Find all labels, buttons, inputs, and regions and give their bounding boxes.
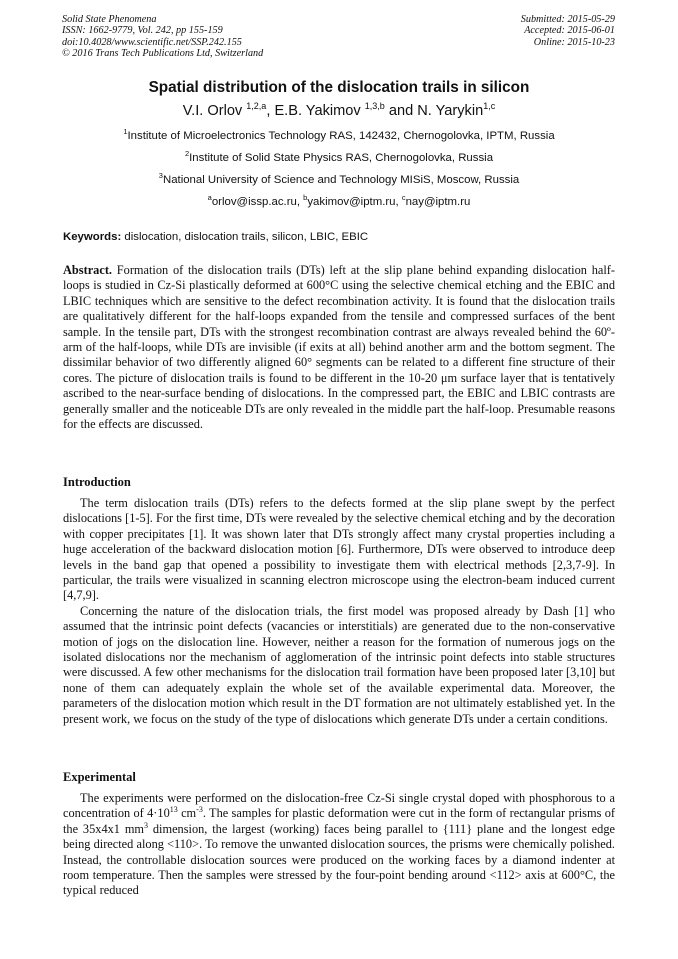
affiliation: [0, 171, 678, 186]
email-mark: b: [303, 193, 308, 202]
affiliation-mark: 3: [158, 171, 163, 180]
experimental-body: [63, 791, 615, 899]
author-separator: ,: [266, 103, 275, 119]
submitted-date: Submitted: 2015-05-29: [520, 14, 615, 25]
affiliation-mark: 2: [184, 149, 190, 158]
keywords: [63, 231, 615, 243]
affiliation-text: National University of Science and Technology MISiS, Moscow, Russia: [162, 174, 520, 186]
email-list: [0, 193, 678, 208]
exponent: -3: [196, 805, 203, 815]
online-date: Online: 2015-10-23: [533, 36, 615, 48]
text-run: dimension, the largest (working) faces being parallel to {111} plane and the longest edge being directed along <110>. To remove the unwanted dislocation sources, the prisms were chemically polished. Instead, the controllable dislocation sources were produced on the working faces by a diamond indenter at room temperature. Then the samples were stressed by the four-point bending around <112> axis at 600°C, the typical reduced: [63, 821, 615, 898]
journal-header-right: [521, 14, 615, 48]
author-name: E.B. Yakimov: [274, 103, 365, 119]
text-run: . The samples for plastic deformation were cut in the form of rectangular prisms of the 35x4x1 mm: [63, 806, 615, 836]
author-list: [0, 103, 678, 119]
author-affiliation-mark: 1,2,a: [246, 101, 267, 111]
affiliation-mark: 1: [123, 127, 128, 136]
accepted-date: Accepted: 2015-06-01: [524, 25, 615, 37]
abstract-text: Formation of the dislocation trails (DTs) left at the slip plane behind expanding dislocation half-loops is studied in Cz-Si plastically deformed at 600°C using the selective chemical etching and the EBIC and LBIC techniques which are sensitive to the defect recombination activity. It is found that the dislocation trails are qualitatively different for the half-loops expanded from the tensile and compressed surfaces of the bent sample. In the tensile part, DTs with the strongest recombination contrast are always revealed behind the 60º-arm of the half-loops, while DTs are invisible (if exits at all) behind another arm and the bottom segment. The dissimilar behavior of two differently aligned 60° segments can be related to a different fine structure of their cores. The picture of dislocation trails is found to be different in the 10-20 μm surface layer that is tentatively ascribed to the near-surface bending of dislocations. In the compressed part, the EBIC and LBIC contrasts are generally smaller and the noticeable DTs are only revealed in the middle part the half-loop. Presumable reasons for the effects are discussed.: [63, 263, 615, 432]
author-separator: and: [384, 103, 418, 119]
copyright-line: © 2016 Trans Tech Publications Ltd, Switzerland: [62, 47, 264, 59]
text-run: The experiments were performed on the dislocation-free Cz-Si single crystal doped with phosphorous to a concentration of 4·10: [63, 791, 615, 821]
exponent: 13: [169, 805, 178, 815]
email-mark: c: [401, 193, 406, 202]
abstract-label: Abstract.: [63, 263, 113, 277]
doi-line[interactable]: doi:10.4028/www.scientific.net/SSP.242.155: [62, 36, 242, 48]
email-link[interactable]: orlov@issp.ac.ru,: [211, 196, 304, 208]
keywords-text: dislocation, dislocation trails, silicon, LBIC, EBIC: [121, 231, 369, 243]
email-mark: a: [207, 193, 212, 202]
email-link[interactable]: yakimov@iptm.ru,: [307, 196, 402, 208]
author-affiliation-mark: 1,3,b: [364, 101, 385, 111]
text-run: cm: [177, 806, 197, 821]
keywords-label: Keywords:: [63, 231, 122, 243]
issn-line: ISSN: 1662-9779, Vol. 242, pp 155-159: [62, 25, 223, 37]
paragraph: [63, 791, 615, 899]
section-heading-introduction: Introduction: [63, 475, 131, 489]
journal-header-left: [62, 14, 263, 59]
abstract: [63, 263, 615, 432]
journal-name: Solid State Phenomena: [62, 14, 157, 25]
paragraph: Concerning the nature of the dislocation trials, the first model was proposed already by Dash [1] who assumed that the intrinsic point defects (vacancies or interstitials) are generated due to the non-conservative motion of jogs on the dislocation line. However, neither a reason for the formation of numerous jogs on the isolated dislocations nor the mechanism of agglomeration of the intrinsic point defects into stable structures were discussed. A few other mechanisms for the dislocation trail formation have been proposed later [3,10] but none of them can adequately explain the whole set of the available experimental data. Moreover, the parameters of the dislocation motion which result in the DT formation are not ultimately established yet. In the present work, we focus on the study of the type of dislocations which generate DTs under a certain conditions.: [63, 603, 615, 726]
paragraph: The term dislocation trails (DTs) refers to the defects formed at the slip plane swept by the perfect dislocations [1-5]. For the first time, DTs were revealed by the selective chemical etching and by the decoration with copper precipitates [1]. It was shown later that DTs strongly affect many crystal properties including a huge acceleration of the backward dislocation motion [6]. Furthermore, DTs were observed to introduce deep levels in the band gap that opened a possibility to investigate them with electrical methods [2,3,7-9]. In particular, the trails were visualized in scanning electron microscope using the electron-beam induced current [4,7,9].: [63, 496, 615, 603]
email-link[interactable]: nay@iptm.ru: [405, 196, 471, 208]
author-name: V.I. Orlov: [182, 103, 247, 119]
paper-title: Spatial distribution of the dislocation trails in silicon: [148, 79, 530, 96]
author-affiliation-mark: 1,c: [483, 101, 496, 111]
affiliation-text: Institute of Microelectronics Technology RAS, 142432, Chernogolovka, IPTM, Russia: [127, 130, 555, 142]
affiliation: [0, 149, 678, 164]
author-name: N. Yarykin: [417, 103, 484, 119]
affiliation: [0, 127, 678, 142]
section-heading-experimental: Experimental: [63, 770, 136, 784]
introduction-body: [63, 496, 615, 727]
exponent: 3: [144, 820, 149, 830]
affiliation-text: Institute of Solid State Physics RAS, Chernogolovka, Russia: [189, 152, 494, 164]
